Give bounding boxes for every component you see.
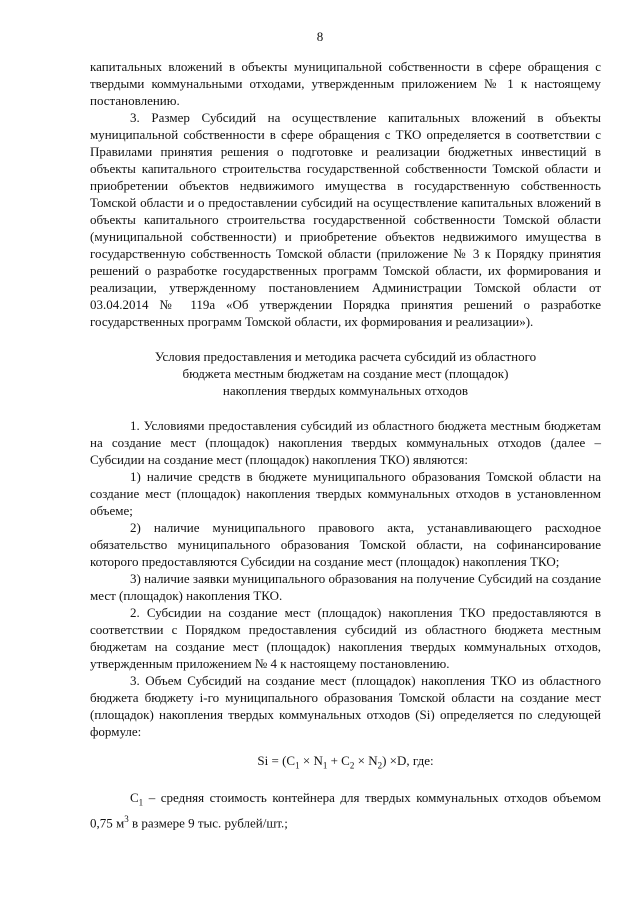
condition-2: 2. Субсидии на создание мест (площадок) накопления ТКО предоставляются в соответствии с Порядком предоставления субсидий из областного бюджета местным бюджетам на создание мест (площадок) накопления твердых коммунальных отходов, утвержденным приложением № 4 к настоящему постановлению. xyxy=(90,605,601,671)
section-heading xyxy=(90,348,601,399)
paragraph-intro: капитальных вложений в объекты муниципальной собственности в сфере обращения с твердыми коммунальными отходами, утвержденным приложением № 1 к настоящему постановлению. xyxy=(90,59,601,108)
heading-line: бюджета местным бюджетам на создание мест (площадок) xyxy=(182,366,509,381)
condition-1-item-2: 2) наличие муниципального правового акта, устанавливающего расходное обязательство муниципального образования Томской области, на софинансирование которого предоставляются Субсидии на создание мест (площадок) накопления ТКО; xyxy=(90,520,601,569)
paragraph-3: 3. Размер Субсидий на осуществление капитальных вложений в объекты муниципальной собственности в сфере обращения с ТКО определяется в соответствии с Правилами принятия решения о подготовке и реализации бюджетных инвестиций в объекты капитального строительства государственной собственности Томской области и приобретении объектов недвижимого имущества в государственную собственность Томской области и о предоставлении субсидий на осуществление капитальных вложений в объекты капитального строительства государственной собственности Томской области (муниципальной собственности) и приобретение объектов недвижимого имущества в государственную собственность Томской области (приложение № 3 к Порядку принятия решений о разработке государственных программ Томской области, их формирования и реализации, утвержденному постановлением Администрации Томской области от 03.04.2014 № 119а «Об утверждении Порядка принятия решений о разработке государственных программ Томской области, их формирования и реализации»). xyxy=(90,110,601,329)
condition-1-item-1: 1) наличие средств в бюджете муниципального образования Томской области на создание мест (площадок) накопления твердых коммунальных отходов в установленном объеме; xyxy=(90,469,601,518)
definition-c1: $C_1$ – средняя стоимость контейнера для твердых коммунальных отходов объемом 0,75 $м^3$ в размере 9 тыс. рублей/шт.; xyxy=(90,789,601,831)
heading-line: накопления твердых коммунальных отходов xyxy=(222,383,469,398)
heading-line: Условия предоставления и методика расчета субсидий из областного xyxy=(154,349,537,364)
document-body xyxy=(90,58,601,832)
condition-1-item-3: 3) наличие заявки муниципального образования на получение Субсидий на создание мест (площадок) накопления ТКО. xyxy=(90,571,601,603)
page-number: 8 xyxy=(316,29,324,44)
condition-1: 1. Условиями предоставления субсидий из областного бюджета местным бюджетам на создание мест (площадок) накопления твердых коммунальных отходов (далее – Субсидии на создание мест (площадок) накопления ТКО) являются: xyxy=(90,418,601,467)
subsidy-formula: $Si = (C_1 \times N_1 + C_2 \times N_2) \times D$, где: xyxy=(257,753,434,771)
condition-3: 3. Объем Субсидий на создание мест (площадок) накопления ТКО из областного бюджета бюджету i-го муниципального образования Томской области на создание мест (площадок) накопления твердых коммунальных отходов (Si) определяется по следующей формуле: xyxy=(90,673,601,739)
